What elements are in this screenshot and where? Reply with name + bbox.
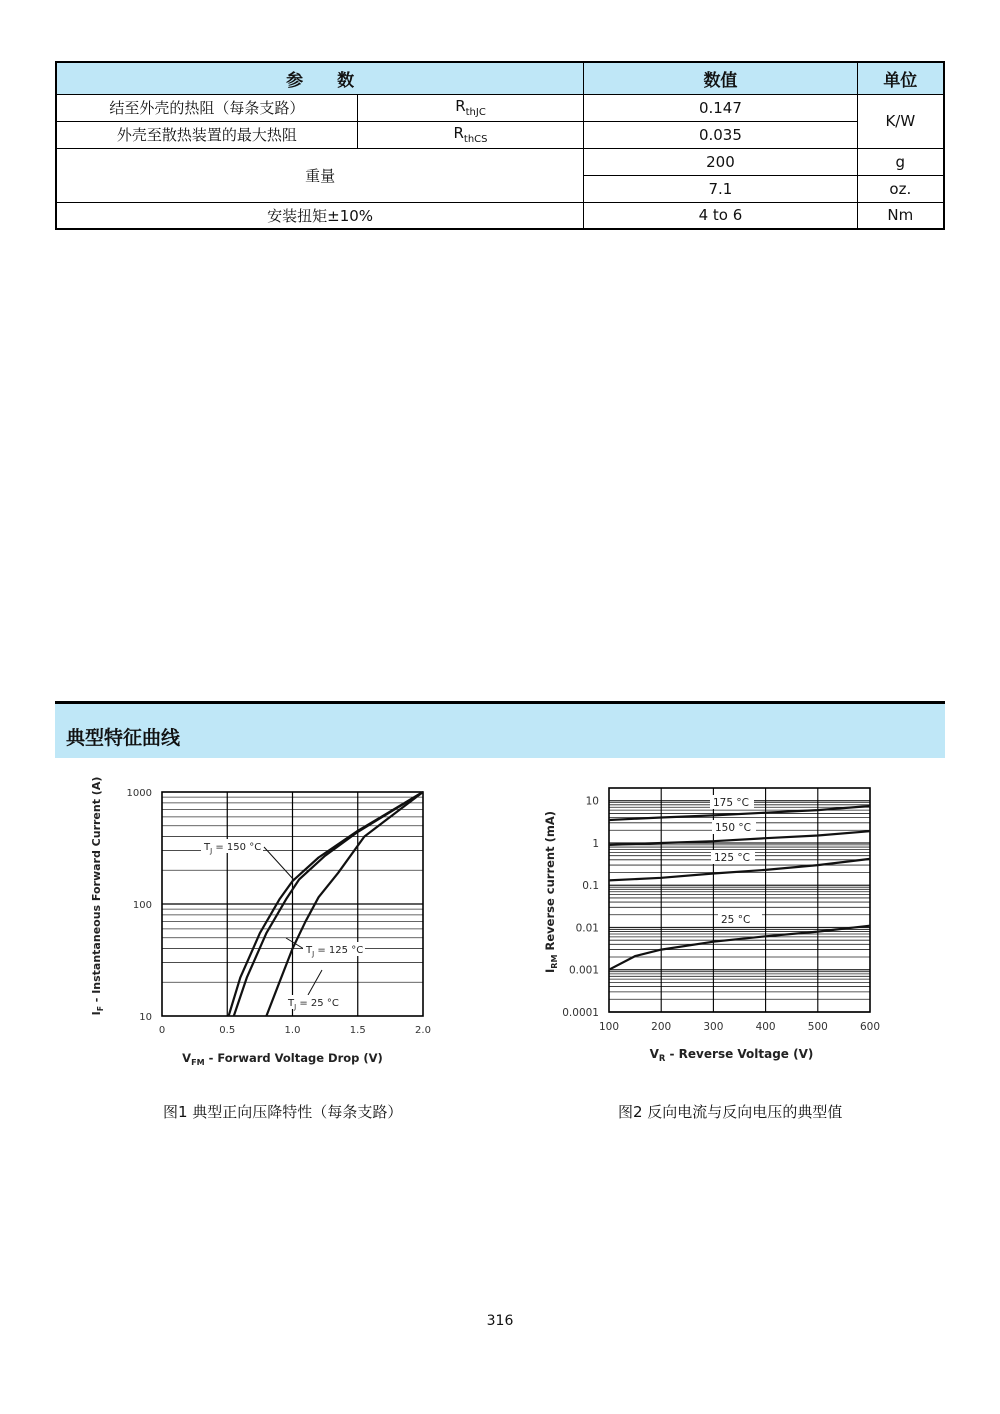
fig1-x-tick-label: 1.0 <box>284 1025 301 1036</box>
fig2-x-tick-label: 100 <box>598 1021 620 1033</box>
fig1-series-label: $T_J = 25$ °C <box>288 998 339 1011</box>
header-param: 参 数 <box>56 62 584 94</box>
fig1-x-tick-label: 1.5 <box>349 1025 366 1036</box>
fig2-y-tick-label: 1 <box>592 837 599 850</box>
weight-unit-g: g <box>857 148 944 175</box>
fig1-series-label: $T_J = 125$ °C <box>306 945 364 958</box>
fig2-y-tick-label: 0.01 <box>575 922 599 935</box>
rthjc-label: 结至外壳的热阻（每条支路） <box>56 94 357 121</box>
rthjc-symbol: $R_{thJC}$ <box>357 94 583 121</box>
torque-value: 4 to 6 <box>584 202 857 229</box>
rthjc-value: 0.147 <box>584 94 857 121</box>
weight-value-oz: 7.1 <box>584 175 857 202</box>
fig2-y-tick-label: 0.0001 <box>562 1007 599 1019</box>
parameter-table <box>55 61 945 230</box>
torque-unit: Nm <box>857 202 944 229</box>
weight-label: 重量 <box>56 148 584 202</box>
rthcs-symbol: $R_{thCS}$ <box>357 121 583 148</box>
rthcs-value: 0.035 <box>584 121 857 148</box>
weight-value-g: 200 <box>584 148 857 175</box>
fig2-series-label: 150 °C <box>715 822 751 834</box>
fig2-x-tick-label: 600 <box>859 1021 881 1033</box>
fig2-x-tick-label: 500 <box>807 1021 828 1033</box>
thermal-unit: K/W <box>857 94 944 148</box>
fig1-series-leader <box>264 847 294 880</box>
rthcs-label: 外壳至散热装置的最大热阻 <box>56 121 357 148</box>
fig2-y-axis-label: $I_{RM}$ Reverse current (mA) <box>543 810 559 974</box>
fig2-series-label: 25 °C <box>721 914 751 926</box>
fig2-y-tick-label: 0.1 <box>582 880 599 893</box>
table-header-row <box>56 62 944 94</box>
fig2-x-tick-label: 300 <box>703 1021 724 1033</box>
fig2-y-tick-label: 0.001 <box>568 964 599 977</box>
reverse-current-chart <box>535 780 895 1070</box>
fig1-series-leader <box>286 938 304 949</box>
header-unit: 单位 <box>857 62 944 94</box>
fig2-series-label: 175 °C <box>713 797 749 809</box>
fig2-series-label: 125 °C <box>714 852 750 864</box>
forward-voltage-chart <box>80 776 440 1080</box>
fig2-x-axis-label: $V_R$ - Reverse Voltage (V) <box>649 1047 814 1063</box>
fig2-x-tick-label: 200 <box>651 1021 672 1033</box>
fig1-y-tick-label: 10 <box>139 1012 152 1023</box>
table-row <box>56 202 944 229</box>
forward-voltage-chart-svg <box>80 776 440 1080</box>
fig2-x-tick-label: 400 <box>755 1021 776 1033</box>
section-header <box>55 701 945 758</box>
page-number: 316 <box>486 1313 514 1329</box>
fig1-x-tick-label: 2.0 <box>415 1025 431 1036</box>
header-value: 数值 <box>584 62 857 94</box>
fig1-y-axis-label: $I_F$ - Instantaneous Forward Current (A) <box>90 776 105 1016</box>
fig1-x-tick-label: 0.5 <box>219 1025 236 1036</box>
fig2-series-line <box>609 926 870 970</box>
torque-label: 安装扭矩±10% <box>56 202 584 229</box>
fig1-y-tick-label: 1000 <box>126 788 152 799</box>
fig1-grid <box>162 792 423 1016</box>
section-title: 典型特征曲线 <box>66 727 181 749</box>
figure-2-caption: 图2 反向电流与反向电压的典型值 <box>618 1103 843 1121</box>
table-row <box>56 94 944 121</box>
fig1-x-tick-label: 0 <box>158 1025 166 1036</box>
weight-unit-oz: oz. <box>857 175 944 202</box>
fig2-y-tick-label: 10 <box>585 795 599 808</box>
fig1-y-tick-label: 100 <box>132 900 152 911</box>
fig1-x-axis-label: $V_{FM}$ - Forward Voltage Drop (V) <box>182 1051 383 1067</box>
table-row <box>56 148 944 175</box>
reverse-current-chart-svg <box>535 780 895 1070</box>
table-row <box>56 121 944 148</box>
figure-1-caption: 图1 典型正向压降特性（每条支路） <box>163 1103 403 1121</box>
fig1-series-label: $T_J = 150$ °C <box>204 842 262 855</box>
